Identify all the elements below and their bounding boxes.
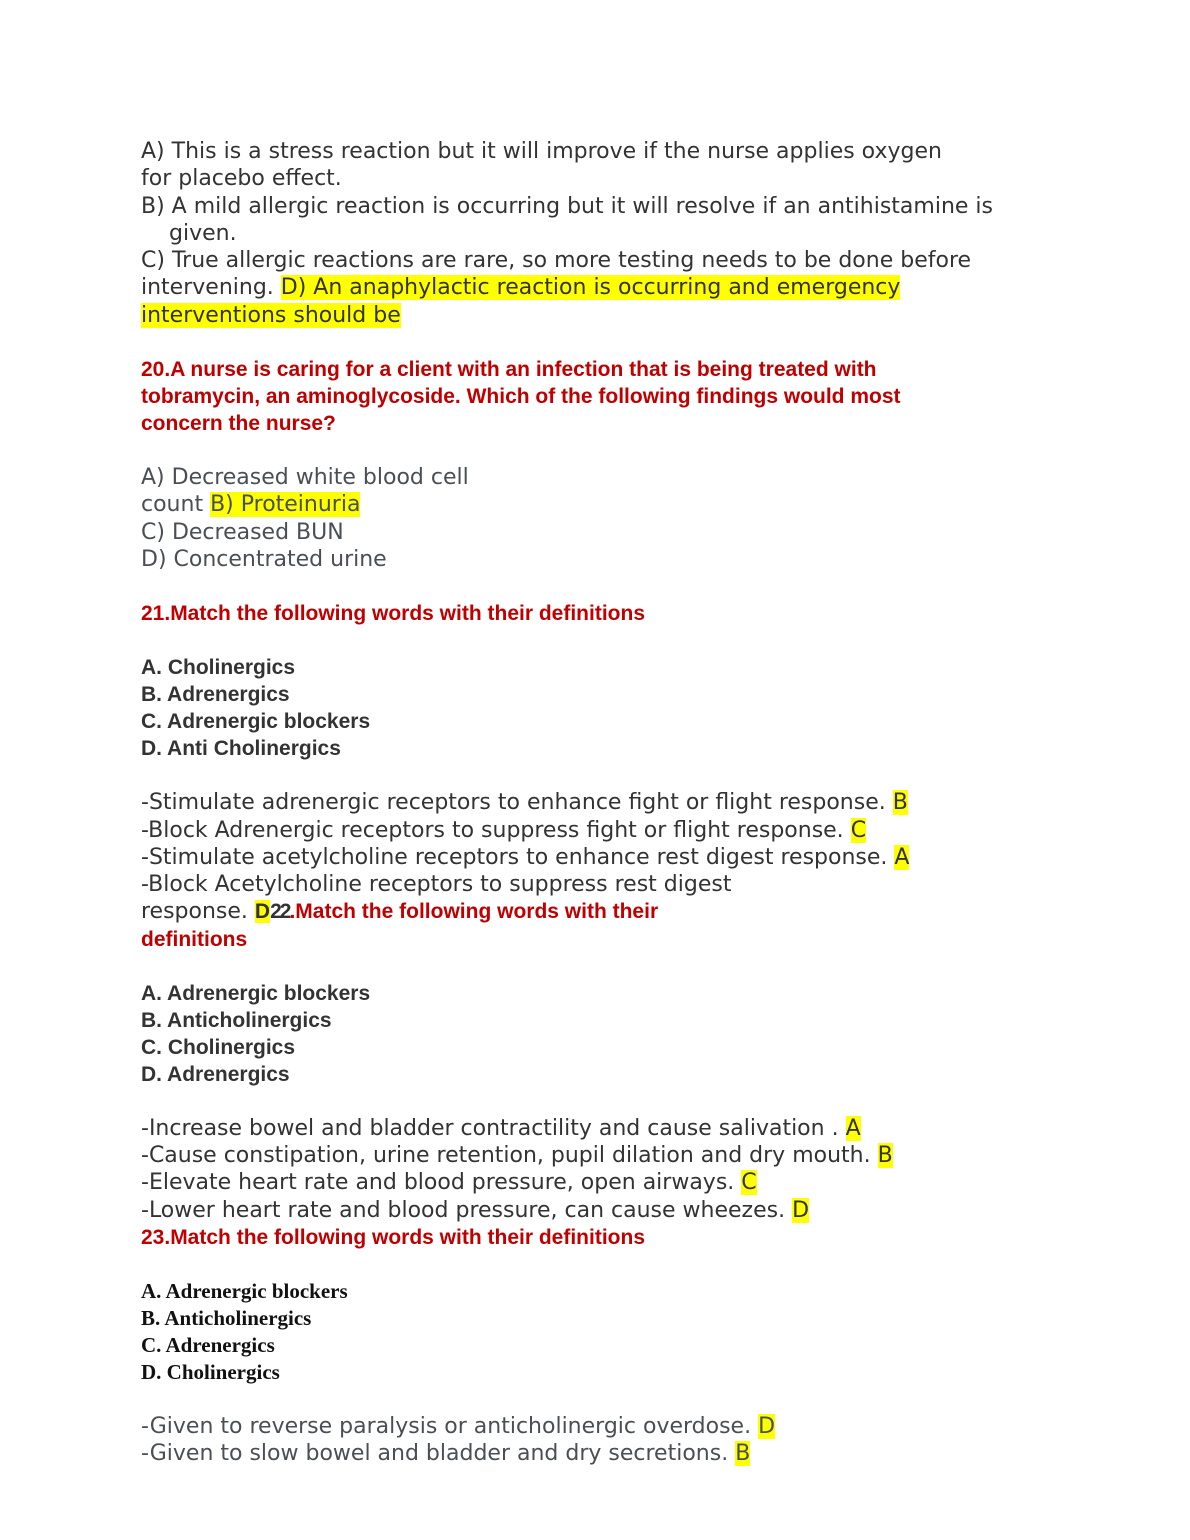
q23-definition — [141, 1440, 1051, 1467]
q19-option-d-end-highlighted: interventions should be — [141, 302, 401, 328]
answer-highlight: D — [254, 900, 271, 924]
answer-highlight: A — [845, 1115, 861, 1141]
definition-text: -Block Adrenergic receptors to suppress fight or flight response. — [141, 817, 844, 843]
q19-options — [141, 138, 1051, 329]
q22-definition — [141, 1169, 1051, 1196]
q22-option: B. Anticholinergics — [141, 1008, 332, 1032]
answer-highlight: A — [894, 844, 910, 870]
q22-option: D. Adrenergics — [141, 1062, 290, 1086]
definition-text: -Given to slow bowel and bladder and dry secretions. — [141, 1441, 729, 1467]
answer-highlight: D — [792, 1197, 810, 1223]
q22-number: 22 — [270, 900, 290, 924]
definition-text: -Cause constipation, urine retention, pupil dilation and dry mouth. — [141, 1143, 871, 1169]
q22-title-line1: .Match the following words with their — [289, 900, 659, 924]
q22-definition — [141, 1115, 1051, 1142]
q23-title: 23.Match the following words with their definitions — [141, 1225, 646, 1249]
q19-option-b: B) A mild allergic reaction is occurring but it will resolve if an antihistamine is — [141, 193, 993, 219]
q19-option-d-cont — [141, 302, 1051, 329]
definition-text: -Increase bowel and bladder contractility and cause salivation . — [141, 1115, 839, 1141]
q23-definition — [141, 1413, 1051, 1440]
q23-option: D. Cholinergics — [141, 1359, 280, 1384]
definition-text: -Stimulate acetylcholine receptors to enhance rest digest response. — [141, 844, 888, 870]
q20-title-line1: 20.A nurse is caring for a client with an infection that is being treated with — [141, 358, 877, 382]
definition-text: -Given to reverse paralysis or anticholinergic overdose. — [141, 1413, 752, 1439]
q22-title-line2: definitions — [141, 927, 248, 951]
q22-option: A. Adrenergic blockers — [141, 981, 371, 1005]
document-page — [141, 138, 1051, 1468]
q19-option-c: C) True allergic reactions are rare, so more testing needs to be done before — [141, 248, 972, 274]
q19-option-c-end: intervening. — [141, 275, 274, 301]
answer-highlight: B — [735, 1441, 751, 1467]
q19-option-a: A) This is a stress reaction but it will improve if the nurse applies oxygen — [141, 139, 942, 164]
q23-option: B. Anticholinergics — [141, 1305, 312, 1330]
q22-option: C. Cholinergics — [141, 1035, 296, 1059]
answer-highlight: C — [850, 817, 867, 843]
q21-definition: -Block Acetylcholine receptors to suppress rest digest — [141, 872, 732, 898]
q21-title: 21.Match the following words with their definitions — [141, 602, 646, 626]
q20 — [141, 356, 1051, 573]
q23-option: C. Adrenergics — [141, 1332, 275, 1357]
q20-option-a-cont — [141, 491, 1051, 518]
q22-definition — [141, 1197, 1051, 1224]
definition-text: -Stimulate adrenergic receptors to enhance fight or flight response. — [141, 790, 886, 816]
q23 — [141, 1224, 1051, 1468]
definition-text: -Elevate heart rate and blood pressure, open airways. — [141, 1170, 735, 1196]
q19-option-b-cont: given. — [169, 220, 237, 246]
answer-highlight: B — [877, 1143, 893, 1169]
q20-title-line3: concern the nurse? — [141, 412, 336, 436]
q20-option-a-end: count — [141, 492, 204, 518]
q20-option-b-highlighted: B) Proteinuria — [210, 492, 361, 518]
q23-option: A. Adrenergic blockers — [141, 1278, 348, 1303]
q19-option-c-cont — [141, 274, 1051, 301]
q21 — [141, 600, 1051, 925]
definition-text: response. — [141, 899, 248, 925]
definition-text: -Lower heart rate and blood pressure, can cause wheezes. — [141, 1197, 786, 1223]
q21-definition — [141, 817, 1051, 844]
q19-option-d-highlighted: D) An anaphylactic reaction is occurring and emergency — [280, 275, 901, 301]
q21-definition — [141, 844, 1051, 871]
q20-title-line2: tobramycin, an aminoglycoside. Which of the following findings would most — [141, 385, 901, 409]
answer-highlight: B — [892, 790, 908, 816]
q20-option-a: A) Decreased white blood cell — [141, 465, 469, 491]
q21-definition — [141, 789, 1051, 816]
q21-option: D. Anti Cholinergics — [141, 737, 341, 761]
answer-highlight: C — [741, 1170, 757, 1196]
answer-highlight: D — [758, 1413, 776, 1439]
q21-option: B. Adrenergics — [141, 683, 290, 707]
q21-option: A. Cholinergics — [141, 656, 296, 680]
q19-option-a-cont: for placebo effect. — [141, 166, 342, 192]
q20-option-c: C) Decreased BUN — [141, 519, 344, 545]
q21-definition-cont — [141, 898, 1051, 925]
q22 — [141, 926, 1051, 1224]
q22-definition — [141, 1142, 1051, 1169]
q20-option-d: D) Concentrated urine — [141, 546, 387, 572]
q21-option: C. Adrenergic blockers — [141, 710, 371, 734]
